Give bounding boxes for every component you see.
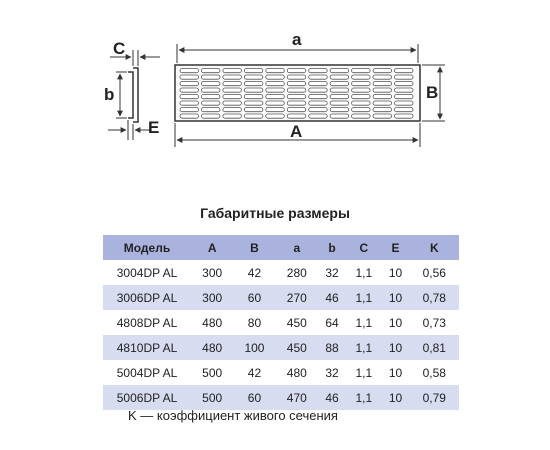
grille-slot bbox=[180, 69, 199, 73]
cell: 470 bbox=[276, 385, 318, 410]
grille-slot bbox=[287, 75, 306, 79]
grille-slot bbox=[287, 101, 306, 105]
grille-slot bbox=[309, 75, 328, 79]
dimension-e bbox=[108, 120, 150, 140]
grille-slot bbox=[287, 88, 306, 92]
grille-slot bbox=[395, 108, 414, 112]
grille-slot bbox=[266, 82, 285, 86]
grille-slot bbox=[395, 82, 414, 86]
label-e: E bbox=[148, 118, 160, 137]
cell: 46 bbox=[318, 385, 346, 410]
grille-slot bbox=[309, 95, 328, 99]
table-row bbox=[103, 260, 459, 285]
header-a-outer: A bbox=[191, 235, 233, 260]
grille-slot bbox=[244, 114, 263, 118]
grille-slot bbox=[266, 114, 285, 118]
cell: 88 bbox=[318, 335, 346, 360]
label-b-outer: B bbox=[426, 83, 439, 102]
grille-slot bbox=[395, 95, 414, 99]
grille-slot bbox=[201, 108, 220, 112]
grille-slot bbox=[309, 82, 328, 86]
cell: 0,78 bbox=[410, 285, 459, 310]
grille-slot bbox=[373, 108, 392, 112]
cell: 280 bbox=[286, 265, 307, 280]
cell-model: 5006DP AL bbox=[103, 385, 191, 410]
grille-slot bbox=[373, 82, 392, 86]
grille-slot bbox=[180, 114, 199, 118]
cell: 450 bbox=[286, 315, 307, 330]
cell: 80 bbox=[247, 315, 262, 330]
grille-slot bbox=[395, 114, 414, 118]
header-b-outer: B bbox=[233, 235, 275, 260]
grille-slot bbox=[266, 75, 285, 79]
label-a: a bbox=[292, 30, 302, 49]
grille-slot bbox=[330, 108, 349, 112]
cell: 10 bbox=[388, 315, 403, 330]
cell: 480 bbox=[202, 315, 223, 330]
label-b: b bbox=[104, 85, 115, 104]
grille-slot bbox=[352, 75, 371, 79]
grille-slot bbox=[201, 114, 220, 118]
header-model: Модель bbox=[103, 235, 191, 260]
grille-slot bbox=[223, 75, 242, 79]
grille-slot bbox=[180, 95, 199, 99]
header-c: C bbox=[346, 235, 381, 260]
cell-model: 4810DP AL bbox=[103, 335, 191, 360]
cell: 32 bbox=[325, 365, 339, 380]
cell: 60 bbox=[233, 385, 275, 410]
grille-slot bbox=[330, 101, 349, 105]
dimensions-table bbox=[103, 235, 459, 410]
grille-slot bbox=[244, 108, 263, 112]
grille-slot bbox=[373, 88, 392, 92]
table-row bbox=[103, 360, 459, 385]
cell: 1,1 bbox=[346, 285, 381, 310]
grille-slot bbox=[180, 82, 199, 86]
cell: 42 bbox=[247, 265, 262, 280]
grille-slot bbox=[352, 108, 371, 112]
grille-slot bbox=[201, 69, 220, 73]
grille-slot bbox=[244, 95, 263, 99]
grille-slot bbox=[201, 95, 220, 99]
cell: 300 bbox=[202, 265, 223, 280]
grille-slot bbox=[352, 95, 371, 99]
cell: 0,56 bbox=[422, 265, 446, 280]
grille-slot bbox=[266, 101, 285, 105]
grille-slot bbox=[266, 95, 285, 99]
grille-slot bbox=[266, 69, 285, 73]
cell: 10 bbox=[381, 335, 409, 360]
grille-slot bbox=[309, 108, 328, 112]
grille-slot bbox=[223, 69, 242, 73]
cell-model: 5004DP AL bbox=[116, 365, 178, 380]
grille-slot bbox=[266, 88, 285, 92]
grille-slot bbox=[180, 88, 199, 92]
grille-slot bbox=[373, 95, 392, 99]
header-a-inner: a bbox=[276, 235, 318, 260]
grille-slot bbox=[244, 69, 263, 73]
cell: 480 bbox=[191, 335, 233, 360]
grille-slot bbox=[395, 69, 414, 73]
grille-slot bbox=[330, 69, 349, 73]
cell: 1,1 bbox=[346, 335, 381, 360]
cell: 1,1 bbox=[355, 365, 373, 380]
cell-model: 3006DP AL bbox=[103, 285, 191, 310]
cell: 1,1 bbox=[346, 385, 381, 410]
grille-slot bbox=[266, 108, 285, 112]
grille-slot bbox=[244, 101, 263, 105]
grille-slot bbox=[223, 114, 242, 118]
cell: 10 bbox=[381, 285, 409, 310]
grille-slot bbox=[395, 101, 414, 105]
grille-slot bbox=[287, 69, 306, 73]
grille-slot bbox=[223, 95, 242, 99]
coefficient-note: K — коэффициент живого сечения bbox=[128, 408, 338, 423]
cell: 10 bbox=[388, 265, 403, 280]
cell: 500 bbox=[191, 385, 233, 410]
grille-slot bbox=[201, 82, 220, 86]
grille-slot bbox=[352, 114, 371, 118]
label-c: C bbox=[113, 39, 126, 58]
grille-slot bbox=[330, 88, 349, 92]
header-b-inner: b bbox=[318, 235, 346, 260]
cell: 10 bbox=[381, 385, 409, 410]
grille-slot bbox=[352, 69, 371, 73]
grille-slot bbox=[180, 101, 199, 105]
grille-slot bbox=[373, 75, 392, 79]
grille-slot bbox=[373, 101, 392, 105]
cell: 0,81 bbox=[410, 335, 459, 360]
grille-slot bbox=[352, 101, 371, 105]
table-title: Габаритные размеры bbox=[200, 205, 350, 221]
grille-slot bbox=[373, 114, 392, 118]
grille-slot bbox=[223, 88, 242, 92]
label-a-outer: A bbox=[290, 122, 303, 141]
cell: 450 bbox=[276, 335, 318, 360]
table-row bbox=[103, 385, 459, 410]
cell: 10 bbox=[388, 365, 403, 380]
cell: 0,58 bbox=[422, 365, 446, 380]
grille-slot bbox=[309, 101, 328, 105]
cell: 270 bbox=[276, 285, 318, 310]
grille-slot bbox=[395, 75, 414, 79]
table-row bbox=[103, 310, 459, 335]
grille-slot bbox=[223, 108, 242, 112]
grille-slot bbox=[395, 88, 414, 92]
header-e: E bbox=[381, 235, 409, 260]
grille-slot bbox=[352, 82, 371, 86]
grille-slot bbox=[180, 108, 199, 112]
header-k: K bbox=[410, 235, 459, 260]
grille-slot bbox=[244, 82, 263, 86]
cell-model: 3004DP AL bbox=[116, 265, 178, 280]
grille-slot bbox=[287, 108, 306, 112]
cell: 0,73 bbox=[422, 315, 446, 330]
cell: 300 bbox=[191, 285, 233, 310]
grille-slot bbox=[223, 101, 242, 105]
cell: 100 bbox=[233, 335, 275, 360]
side-profile bbox=[128, 68, 138, 122]
grille-slot bbox=[373, 69, 392, 73]
grille-slot bbox=[352, 88, 371, 92]
grille-slot bbox=[201, 88, 220, 92]
grille-slot bbox=[330, 75, 349, 79]
cell: 0,79 bbox=[410, 385, 459, 410]
table-header-row bbox=[103, 235, 459, 260]
cell: 1,1 bbox=[355, 315, 373, 330]
cell: 500 bbox=[202, 365, 223, 380]
grille-slot bbox=[287, 114, 306, 118]
grille-slot bbox=[244, 88, 263, 92]
grille-dimension-drawing bbox=[0, 0, 550, 200]
grille-slot bbox=[309, 88, 328, 92]
grille-slot bbox=[287, 82, 306, 86]
cell: 480 bbox=[286, 365, 307, 380]
cell: 64 bbox=[325, 315, 339, 330]
table-row bbox=[103, 335, 459, 360]
grille-slot bbox=[309, 69, 328, 73]
grille-slot bbox=[330, 82, 349, 86]
table-row bbox=[103, 285, 459, 310]
grille-slot bbox=[309, 114, 328, 118]
grille-slot bbox=[287, 95, 306, 99]
grille-slot bbox=[330, 95, 349, 99]
dimension-b bbox=[116, 72, 127, 118]
grille-slot bbox=[330, 114, 349, 118]
grille-slot bbox=[223, 82, 242, 86]
cell: 60 bbox=[233, 285, 275, 310]
grille-front bbox=[175, 65, 420, 121]
grille-slot bbox=[201, 75, 220, 79]
cell-model: 4808DP AL bbox=[116, 315, 178, 330]
cell: 32 bbox=[325, 265, 339, 280]
grille-slot bbox=[201, 101, 220, 105]
cell: 42 bbox=[247, 365, 262, 380]
cell: 46 bbox=[318, 285, 346, 310]
cell: 1,1 bbox=[355, 265, 373, 280]
grille-slot bbox=[180, 75, 199, 79]
grille-slot bbox=[244, 75, 263, 79]
